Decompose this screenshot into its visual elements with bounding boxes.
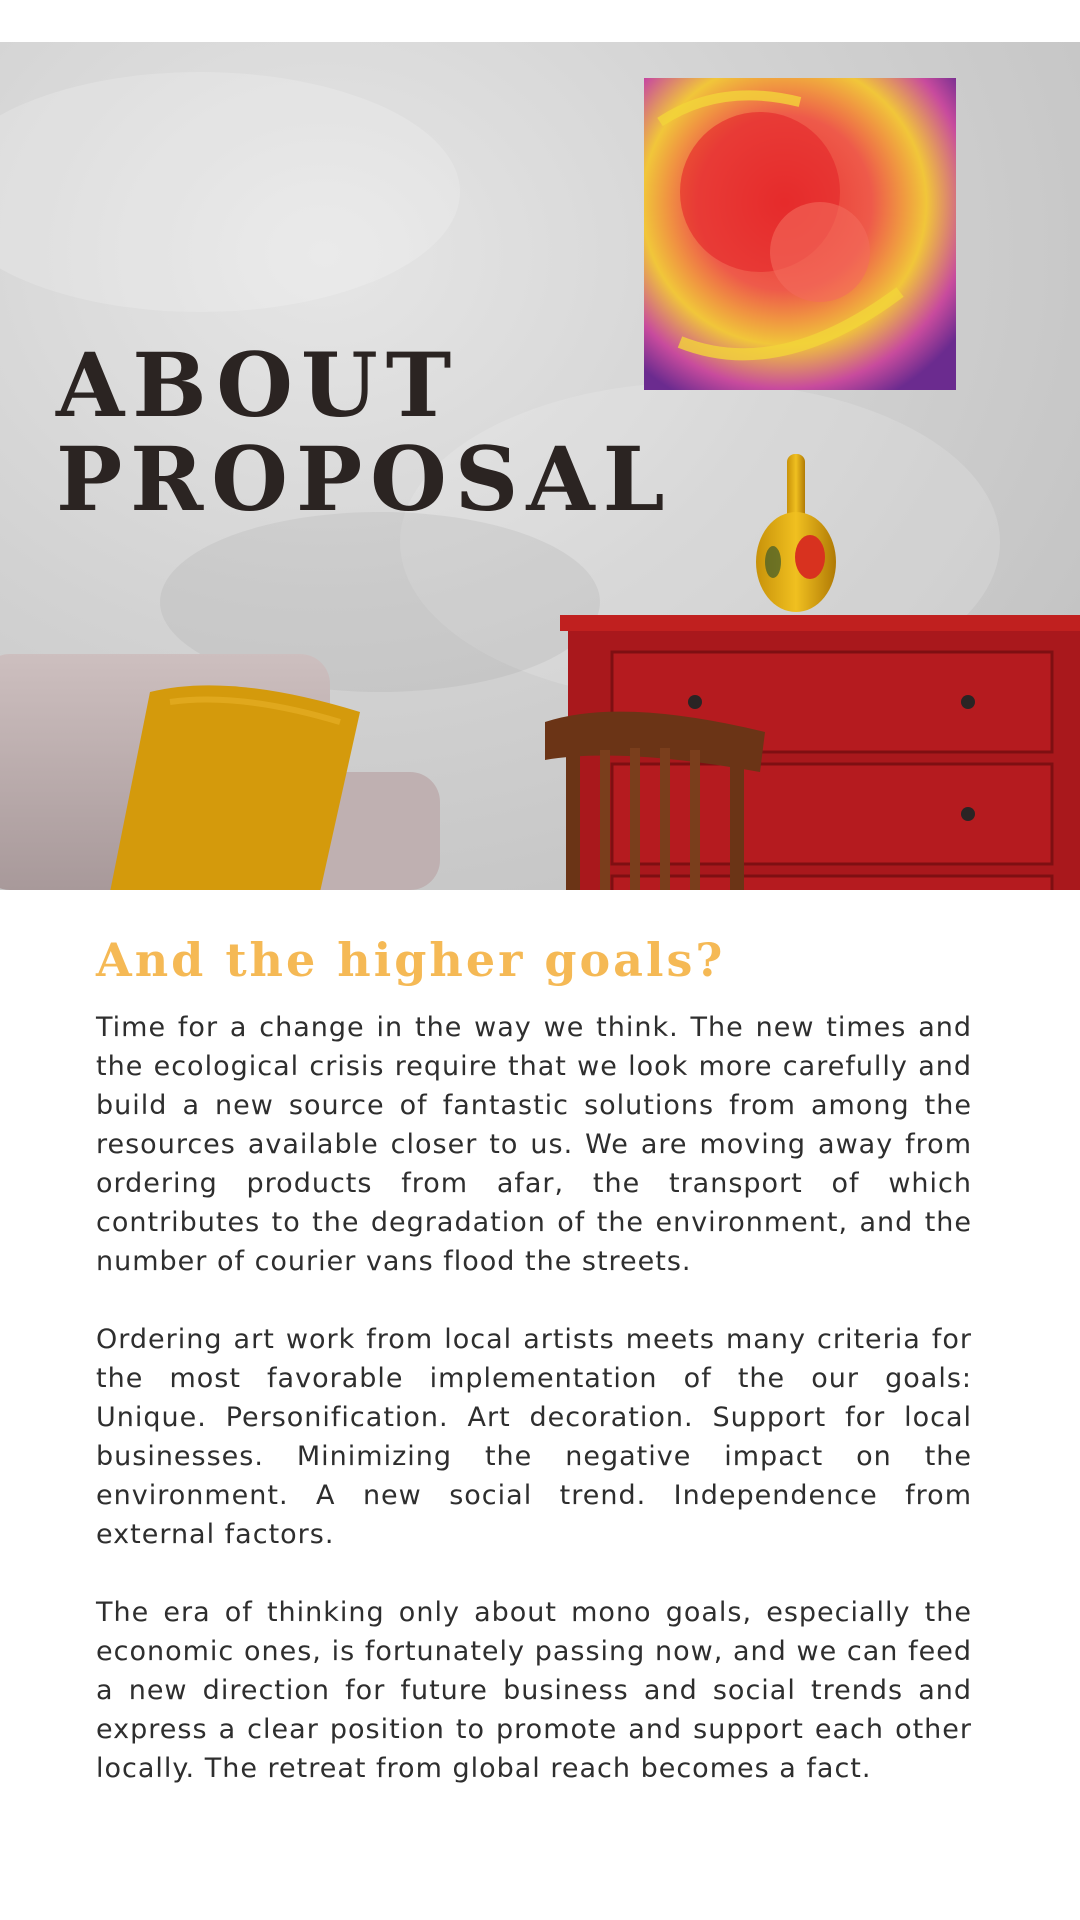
hero-image bbox=[0, 42, 1080, 890]
paragraph-3: The era of thinking only about mono goals, especially the economic ones, is fortunately passing now, and we can feed a new direction for future business and social trends and express a clear position to promote and support each other locally. The retreat from global reach becomes a fact. bbox=[96, 1597, 972, 1784]
title-line-2: PROPOSAL bbox=[56, 427, 673, 531]
title-line-1: ABOUT bbox=[56, 333, 460, 437]
paragraph-2: Ordering art work from local artists meets many criteria for the most favorable implementation of the our goals: Unique. Personification. Art decoration. Support for local businesses. Minimizing the negative impact on the environment. A new social trend. Independence from external factors. bbox=[96, 1324, 972, 1550]
paragraph-1: Time for a change in the way we think. The new times and the ecological crisis require that we look more carefully and build a new source of fantastic solutions from among the resources available closer to us. We are moving away from ordering products from afar, the transport of which contributes to the degradation of the environment, and the number of courier vans flood the streets. bbox=[96, 1012, 972, 1277]
content-section bbox=[96, 930, 972, 1827]
section-heading: And the higher goals? bbox=[96, 933, 726, 987]
page-title bbox=[56, 333, 673, 531]
abstract-painting bbox=[644, 78, 956, 390]
